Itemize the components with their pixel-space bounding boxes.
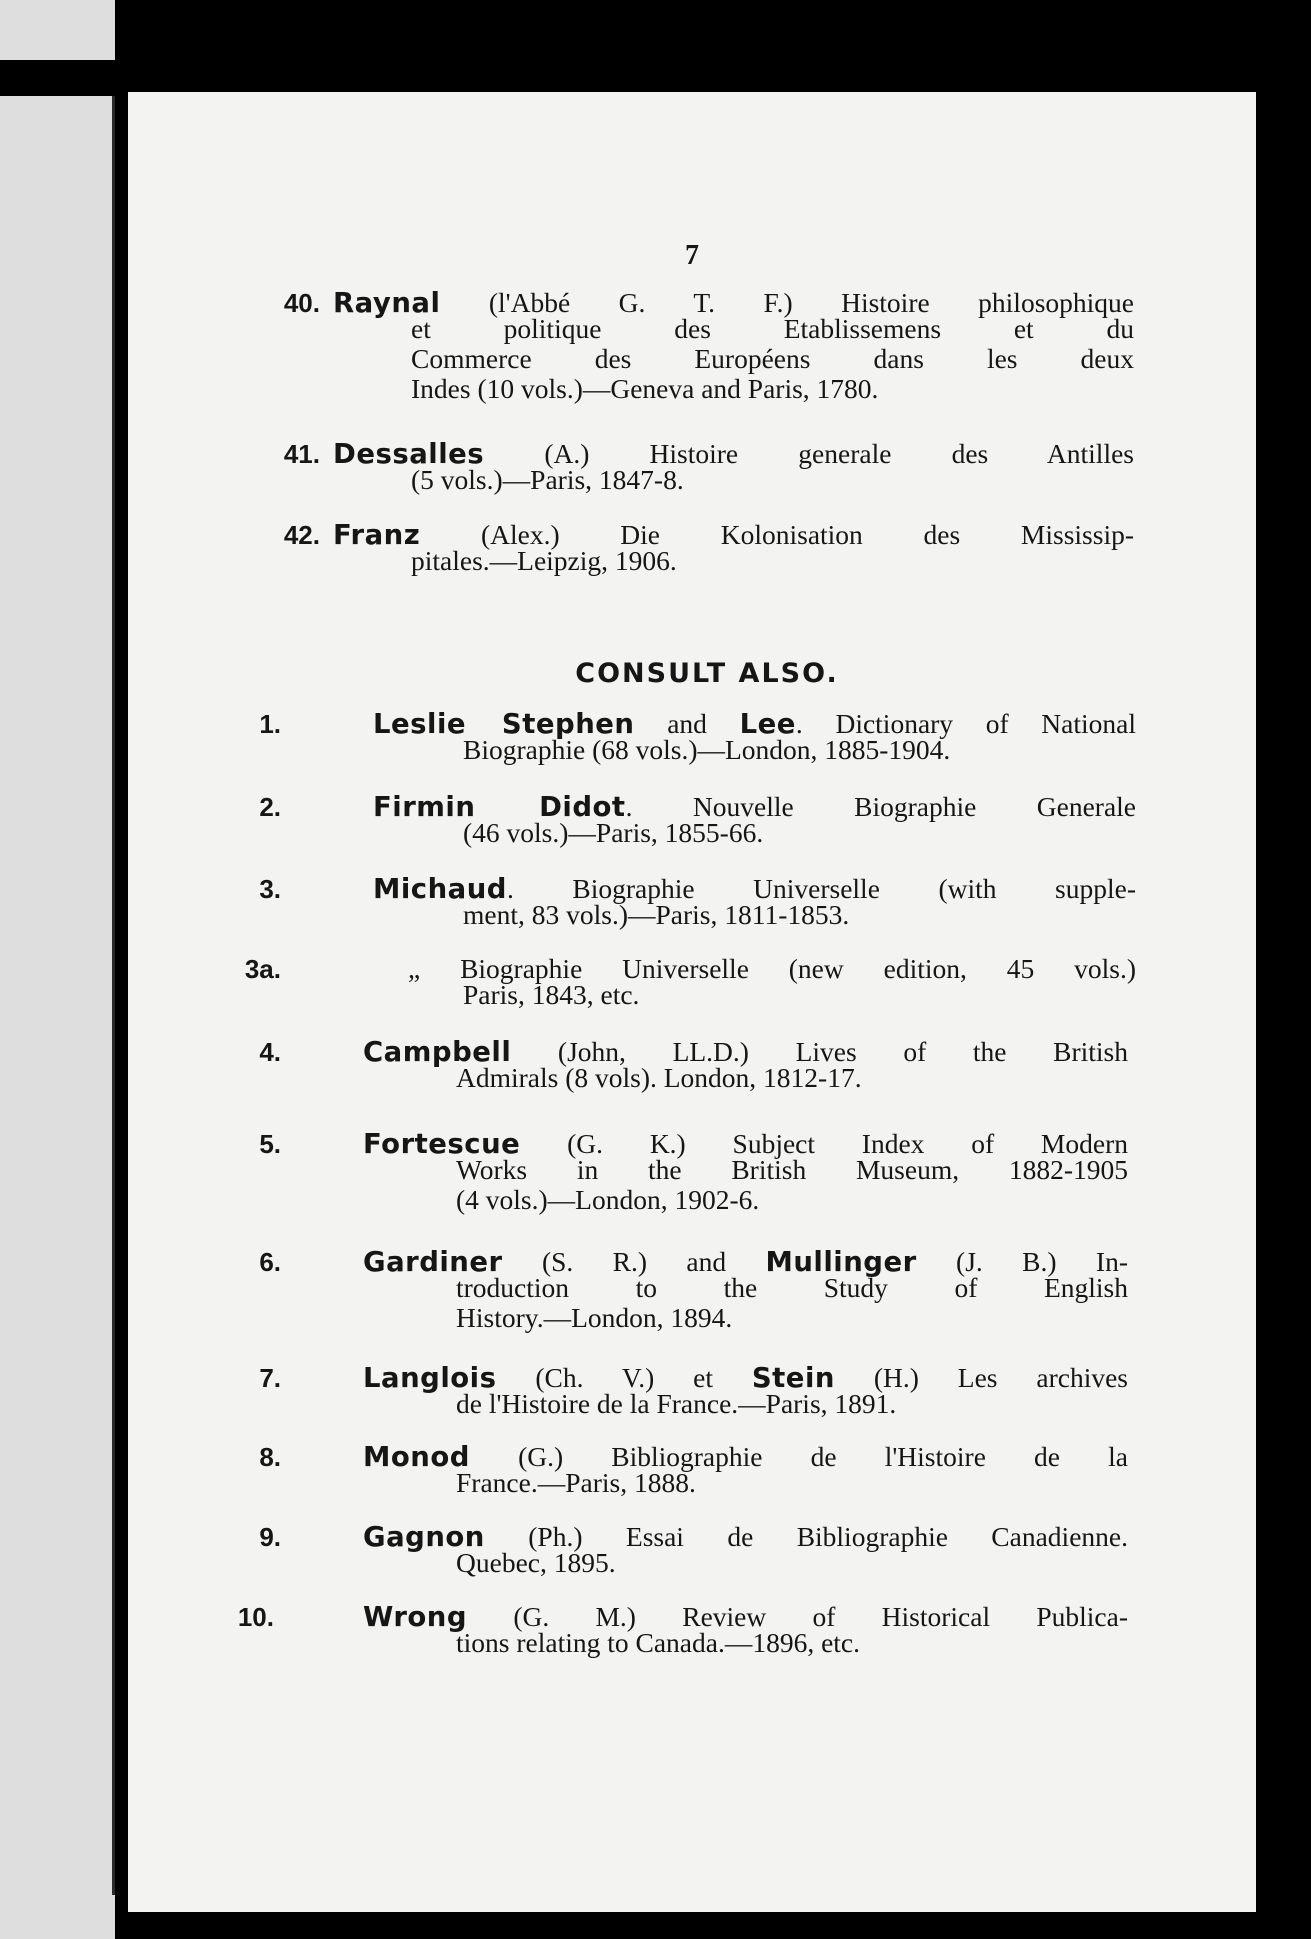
entry-text: (l'Abbé G. T. F.) Histoire philosophique <box>440 287 1134 318</box>
entry-continuation-line: ment, 83 vols.)—Paris, 1811-1853. <box>463 899 850 930</box>
entry-continuation-line: Works in the British Museum, 1882-1905 <box>456 1154 1128 1185</box>
entry-author: Leslie Stephen <box>373 708 635 740</box>
entry-number: 2. <box>259 792 281 822</box>
entry-author: Gagnon <box>363 1521 485 1553</box>
entry-text: . Dictionary of National <box>795 708 1136 739</box>
entry-author: Michaud <box>373 873 507 905</box>
entry-author: Franz <box>333 519 421 551</box>
book-page <box>128 92 1256 1912</box>
entry-continuation-line: et politique des Etablissemens et du <box>411 313 1134 344</box>
entry-continuation-line: Indes (10 vols.)—Geneva and Paris, 1780. <box>411 373 879 404</box>
entry-author: Fortescue <box>363 1128 521 1160</box>
entry-text: „ Biographie Universelle (new edition, 45 vols.) <box>408 953 1136 984</box>
entry-number: 8. <box>259 1442 281 1472</box>
entry-continuation-line: (5 vols.)—Paris, 1847-8. <box>411 464 684 495</box>
entry-number: 9. <box>259 1522 281 1552</box>
entry-coauthor: Stein <box>751 1362 835 1394</box>
entry-author: Dessalles <box>333 438 485 470</box>
entry-text: (H.) Les archives <box>834 1362 1129 1393</box>
entry-coauthor: Lee <box>739 708 796 740</box>
entry-text: . Biographie Universelle (with supple- <box>507 873 1136 904</box>
entry-text: and <box>634 708 740 739</box>
entry-text: (A.) Histoire generale des Antilles <box>484 438 1134 469</box>
entry-continuation-line: pitales.—Leipzig, 1906. <box>411 545 677 576</box>
entry-author: Firmin Didot <box>373 791 626 823</box>
entry-author: Monod <box>363 1441 470 1473</box>
entry-text: (Alex.) Die Kolonisation des Mississip- <box>420 519 1134 550</box>
entry-continuation-line: Admirals (8 vols). London, 1812-17. <box>456 1062 862 1093</box>
entry-text: (Ch. V.) et <box>496 1362 752 1393</box>
entry-number: 3. <box>259 874 281 904</box>
entry-text: . Nouvelle Biographie Generale <box>625 791 1136 822</box>
entry-continuation-line: Quebec, 1895. <box>456 1547 616 1578</box>
entry-number: 5. <box>259 1129 281 1159</box>
entry-author: Wrong <box>363 1601 468 1633</box>
scan-top-strip <box>0 60 1311 96</box>
entry-text: (G.) Bibliographie de l'Histoire de la <box>469 1441 1128 1472</box>
entry-number: 41. <box>283 439 320 469</box>
entry-coauthor: Mullinger <box>765 1246 917 1278</box>
entry-continuation-line: Biographie (68 vols.)—London, 1885-1904. <box>463 734 951 765</box>
entry-text: (John, LL.D.) Lives of the British <box>511 1036 1128 1067</box>
entry-text: (G. K.) Subject Index of Modern <box>520 1128 1128 1159</box>
entry-number: 42. <box>283 520 320 550</box>
section-heading: CONSULT ALSO. <box>575 658 839 689</box>
entry-number: 40. <box>283 288 320 318</box>
entry-author: Campbell <box>363 1036 512 1068</box>
entry-author: Langlois <box>363 1362 497 1394</box>
entry-author: Raynal <box>333 287 441 319</box>
scan-left-margin <box>0 0 115 1939</box>
entry-continuation-line: Paris, 1843, etc. <box>463 979 640 1010</box>
entry-author: Gardiner <box>363 1246 503 1278</box>
entry-text: (J. B.) In- <box>916 1246 1128 1277</box>
page-number: 7 <box>685 240 699 271</box>
entry-number: 4. <box>259 1037 281 1067</box>
entry-continuation-line: Commerce des Européens dans les deux <box>411 343 1134 374</box>
entry-continuation-line: France.—Paris, 1888. <box>456 1467 696 1498</box>
entry-number: 3a. <box>244 954 281 984</box>
entry-text: (Ph.) Essai de Bibliographie Canadienne. <box>484 1521 1128 1552</box>
page-edge-rule <box>112 95 115 1895</box>
entry-continuation-line: (46 vols.)—Paris, 1855-66. <box>463 817 764 848</box>
entry-number: 10. <box>237 1602 274 1632</box>
entry-number: 1. <box>259 709 281 739</box>
entry-continuation-line: History.—London, 1894. <box>456 1302 733 1333</box>
entry-continuation-line: troduction to the Study of English <box>456 1272 1128 1303</box>
entry-continuation-line: (4 vols.)—London, 1902-6. <box>456 1184 760 1215</box>
entry-continuation-line: tions relating to Canada.—1896, etc. <box>456 1627 861 1658</box>
entry-continuation-line: de l'Histoire de la France.—Paris, 1891. <box>456 1388 897 1419</box>
entry-number: 6. <box>259 1247 281 1277</box>
entry-text: (S. R.) and <box>502 1246 766 1277</box>
entry-text: (G. M.) Review of Historical Publica- <box>467 1601 1128 1632</box>
entry-number: 7. <box>259 1363 281 1393</box>
